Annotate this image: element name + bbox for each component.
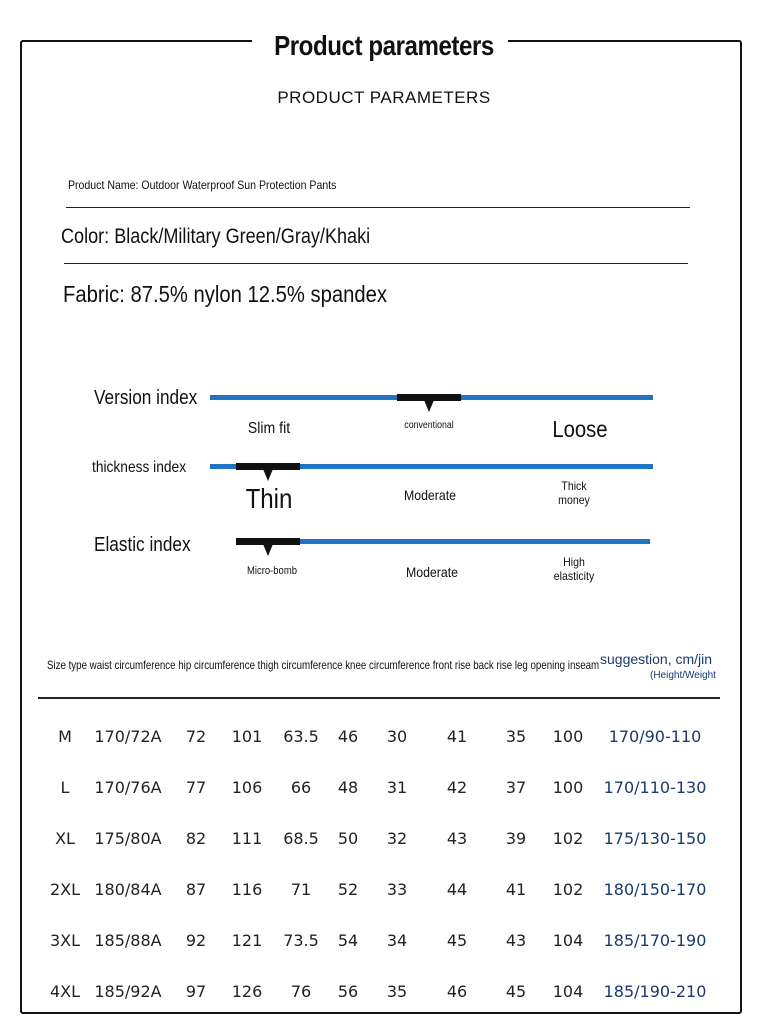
- measurement-cell: 63.5: [283, 727, 319, 746]
- suggestion-header: suggestion, cm/jin: [600, 651, 713, 667]
- marker-pointer-icon: [424, 400, 434, 412]
- measurement-cell: 66: [290, 778, 312, 797]
- size-cell: 3XL: [49, 931, 81, 950]
- thickness-option-moderate: Moderate: [403, 487, 457, 503]
- suggestion-cell: 180/150-170: [603, 880, 707, 899]
- thickness-index-label: thickness index: [92, 459, 187, 476]
- measurement-cell: 104: [552, 931, 584, 950]
- measurement-cell: 48: [337, 778, 359, 797]
- measurement-cell: 82: [185, 829, 207, 848]
- divider: [64, 263, 688, 264]
- size-cell: L: [60, 778, 70, 797]
- product-fabric: Fabric: 87.5% nylon 12.5% spandex: [63, 281, 388, 307]
- size-cell: M: [58, 727, 72, 746]
- measurement-cell: 100: [552, 727, 584, 746]
- suggestion-cell: 185/170-190: [603, 931, 707, 950]
- measurement-cell: 35: [505, 727, 527, 746]
- elastic-option-micro: Micro-bomb: [247, 565, 297, 577]
- measurement-cell: 71: [290, 880, 312, 899]
- measurement-cell: 50: [337, 829, 359, 848]
- version-option-loose: Loose: [552, 416, 608, 442]
- measurement-cell: 170/76A: [94, 778, 162, 797]
- suggestion-cell: 170/110-130: [603, 778, 707, 797]
- measurement-cell: 45: [505, 982, 527, 1001]
- table-row: [0, 880, 768, 931]
- measurement-cell: 102: [552, 880, 584, 899]
- measurement-cell: 52: [337, 880, 359, 899]
- suggestion-cell: 170/90-110: [608, 727, 702, 746]
- size-cell: 2XL: [49, 880, 81, 899]
- measurement-cell: 185/88A: [94, 931, 162, 950]
- measurement-cell: 106: [231, 778, 263, 797]
- divider: [66, 207, 690, 208]
- measurement-cell: 33: [386, 880, 408, 899]
- suggestion-cell: 175/130-150: [603, 829, 707, 848]
- measurement-cell: 72: [185, 727, 207, 746]
- suggestion-cell: 185/190-210: [603, 982, 707, 1001]
- elastic-index-label: Elastic index: [94, 534, 191, 556]
- measurement-cell: 116: [231, 880, 263, 899]
- table-row: [0, 931, 768, 982]
- elastic-option-high: High elasticity: [553, 555, 595, 584]
- size-table-header: Size type waist circumference hip circumference thigh circumference knee circumference front rise back rise leg opening inseam: [47, 658, 600, 672]
- measurement-cell: 54: [337, 931, 359, 950]
- marker-pointer-icon: [263, 469, 273, 481]
- measurement-cell: 37: [505, 778, 527, 797]
- measurement-cell: 68.5: [283, 829, 319, 848]
- measurement-cell: 46: [446, 982, 468, 1001]
- thickness-option-thick: Thick money: [558, 479, 590, 508]
- product-color: Color: Black/Military Green/Gray/Khaki: [61, 225, 371, 248]
- measurement-cell: 170/72A: [94, 727, 162, 746]
- measurement-cell: 100: [552, 778, 584, 797]
- table-row: [0, 727, 768, 778]
- measurement-cell: 41: [505, 880, 527, 899]
- measurement-cell: 73.5: [283, 931, 319, 950]
- version-option-slim: Slim fit: [247, 420, 291, 437]
- table-row: [0, 982, 768, 1033]
- thickness-option-thin: Thin: [245, 483, 293, 514]
- measurement-cell: 185/92A: [94, 982, 162, 1001]
- table-row: [0, 829, 768, 880]
- page-subtitle: PRODUCT PARAMETERS: [277, 88, 491, 107]
- table-divider: [38, 697, 720, 699]
- measurement-cell: 35: [386, 982, 408, 1001]
- measurement-cell: 76: [290, 982, 312, 1001]
- measurement-cell: 97: [185, 982, 207, 1001]
- measurement-cell: 175/80A: [94, 829, 162, 848]
- measurement-cell: 121: [231, 931, 263, 950]
- suggestion-subheader: (Height/Weight: [650, 670, 716, 681]
- measurement-cell: 32: [386, 829, 408, 848]
- measurement-cell: 44: [446, 880, 468, 899]
- product-name: Product Name: Outdoor Waterproof Sun Protection Pants: [68, 178, 337, 192]
- size-cell: 4XL: [49, 982, 81, 1001]
- measurement-cell: 102: [552, 829, 584, 848]
- page-title: Product parameters: [274, 30, 494, 61]
- measurement-cell: 46: [337, 727, 359, 746]
- version-index-label: Version index: [94, 387, 198, 409]
- measurement-cell: 34: [386, 931, 408, 950]
- measurement-cell: 111: [231, 829, 263, 848]
- measurement-cell: 39: [505, 829, 527, 848]
- measurement-cell: 43: [505, 931, 527, 950]
- measurement-cell: 77: [185, 778, 207, 797]
- measurement-cell: 126: [231, 982, 263, 1001]
- measurement-cell: 43: [446, 829, 468, 848]
- measurement-cell: 104: [552, 982, 584, 1001]
- size-cell: XL: [55, 829, 75, 848]
- elastic-option-moderate: Moderate: [405, 564, 459, 580]
- measurement-cell: 101: [231, 727, 263, 746]
- measurement-cell: 45: [446, 931, 468, 950]
- measurement-cell: 41: [446, 727, 468, 746]
- measurement-cell: 87: [185, 880, 207, 899]
- measurement-cell: 30: [386, 727, 408, 746]
- measurement-cell: 42: [446, 778, 468, 797]
- measurement-cell: 180/84A: [94, 880, 162, 899]
- measurement-cell: 56: [337, 982, 359, 1001]
- measurement-cell: 31: [386, 778, 408, 797]
- marker-pointer-icon: [263, 544, 273, 556]
- table-row: [0, 778, 768, 829]
- measurement-cell: 92: [185, 931, 207, 950]
- version-option-conventional: conventional: [404, 420, 454, 431]
